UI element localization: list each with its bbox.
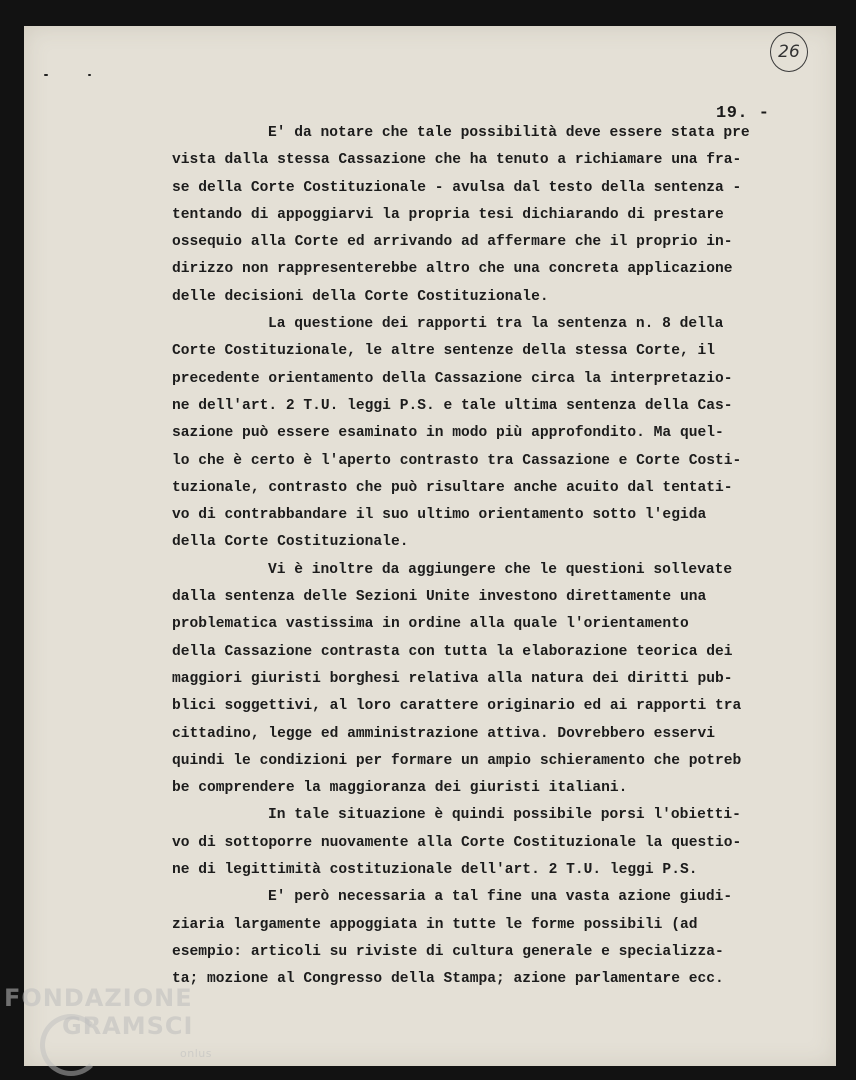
paragraph [172,557,802,803]
text-line: ne dell'art. 2 T.U. leggi P.S. e tale ultima sentenza della Cas- [172,397,733,414]
text-line: della Corte Costituzionale. [172,534,409,551]
text-line: vo di contrabbandare il suo ultimo orientamento sotto l'egida [172,507,707,524]
fondazione-gramsci-watermark [4,984,212,1060]
paragraph [172,884,802,993]
text-line: dirizzo non rappresenterebbe altro che una concreta applicazione [172,261,733,278]
watermark-line-3: onlus [180,1047,212,1060]
paragraph [172,311,802,557]
text-line: vo di sottoporre nuovamente alla Corte Costituzionale la questio- [172,834,742,851]
text-line: ta; mozione al Congresso della Stampa; azione parlamentare ecc. [172,971,724,988]
text-line: ziaria largamente appoggiata in tutte le forme possibili (ad [172,916,698,933]
handwritten-page-annotation: 26 [770,32,808,72]
text-line: E' da notare che tale possibilità deve essere stata pre [268,125,750,141]
text-line: precedente orientamento della Cassazione circa la interpretazio- [172,370,733,387]
text-line: della Cassazione contrasta con tutta la elaborazione teorica dei [172,643,733,660]
text-line: esempio: articoli su riviste di cultura generale e specializza- [172,943,724,960]
text-line: dalla sentenza delle Sezioni Unite investono direttamente una [172,589,707,606]
text-line: ne di legittimità costituzionale dell'art. 2 T.U. leggi P.S. [172,862,698,879]
text-line: Vi è inoltre da aggiungere che le questioni sollevate [268,561,733,578]
text-line: ossequio alla Corte ed arrivando ad affermare che il proprio in- [172,234,733,251]
text-line: cittadino, legge ed amministrazione attiva. Dovrebbero esservi [172,725,715,742]
text-line: tentando di appoggiarvi la propria tesi dichiarando di prestare [172,206,724,223]
paper-speck [44,74,48,76]
watermark-logo-icon [40,1014,102,1076]
text-line: lo che è certo è l'aperto contrasto tra Cassazione e Corte Costi- [172,452,742,469]
paper-speck [88,74,91,76]
text-line: maggiori giuristi borghesi relativa alla natura dei diritti pub- [172,670,733,687]
text-line: problematica vastissima in ordine alla quale l'orientamento [172,616,689,633]
paragraph [172,120,802,311]
text-line: se della Corte Costituzionale - avulsa dal testo della sentenza - [172,179,742,196]
text-line: vista dalla stessa Cassazione che ha tenuto a richiamare una fra- [172,152,742,169]
watermark-line-2: GRAMSCI [62,1012,194,1040]
text-line: quindi le condizioni per formare un ampio schieramento che potreb [172,752,742,769]
text-line: In tale situazione è quindi possibile porsi l'obietti- [268,807,741,824]
text-line: E' però necessaria a tal fine una vasta azione giudi- [268,889,733,906]
text-line: be comprendere la maggioranza dei giuristi italiani. [172,780,628,797]
text-line: La questione dei rapporti tra la sentenza n. 8 della [268,316,724,333]
text-line: blici soggettivi, al loro carattere originario ed ai rapporti tra [172,698,742,715]
text-line: sazione può essere esaminato in modo più approfondito. Ma quel- [172,425,724,442]
text-line: delle decisioni della Corte Costituzionale. [172,288,549,305]
document-body [172,120,802,994]
paragraph [172,802,802,884]
text-line: tuzionale, contrasto che può risultare anche acuito dal tentati- [172,479,733,496]
watermark-line-1: FONDAZIONE [4,984,193,1012]
text-line: Corte Costituzionale, le altre sentenze della stessa Corte, il [172,343,715,360]
page-number: 19. - [716,104,770,123]
